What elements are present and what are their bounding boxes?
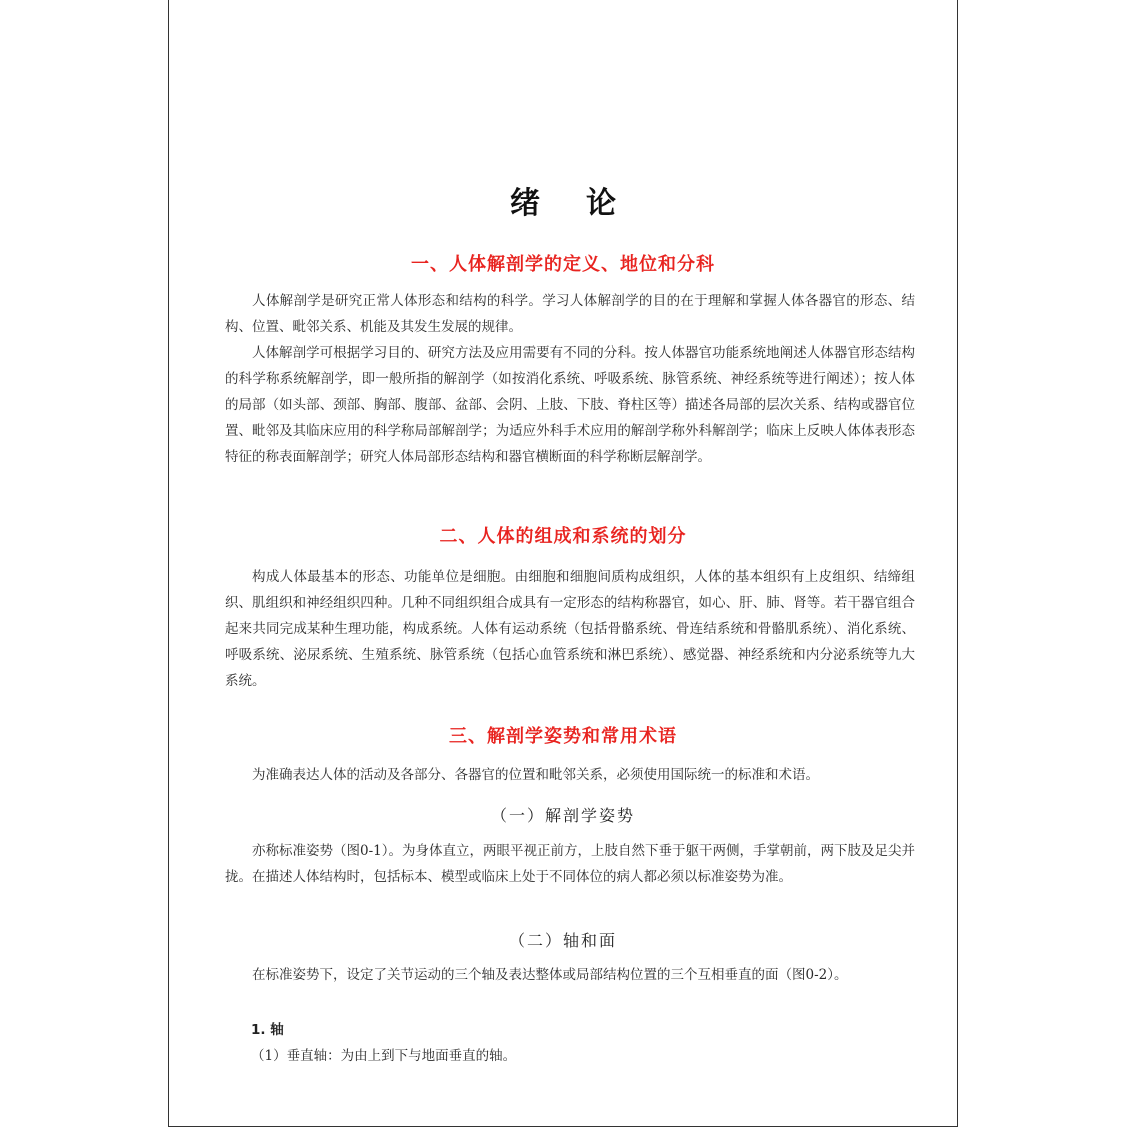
paragraph-terminology-intro: 为准确表达人体的活动及各部分、各器官的位置和毗邻关系，必须使用国际统一的标准和术语。 <box>252 767 819 783</box>
book-page <box>168 0 958 1127</box>
paragraph-subdisciplines: 人体解剖学可根据学习目的、研究方法及应用需要有不同的分科。按人体器官功能系统地阐述人体器官形态结构的科学称系统解剖学，即一般所指的解剖学（如按消化系统、呼吸系统、脉管系统、神经系统等进行阐述）；按人体的局部（如头部、颈部、胸部、腹部、盆部、会阴、上肢、下肢、脊柱区等）描述各局部的层次关系、结构或器官位置、毗邻及其临床应用的科学称局部解剖学；为适应外科手术应用的解剖学称外科解剖学；临床上反映人体体表形态特征的称表面解剖学；研究人体局部形态结构和器官横断面的科学称断层解剖学。 <box>225 345 915 465</box>
paragraph-composition: 构成人体最基本的形态、功能单位是细胞。由细胞和细胞间质构成组织，人体的基本组织有上皮组织、结缔组织、肌组织和神经组织四种。几种不同组织组合成具有一定形态的结构称器官，如心、肝、肺、肾等。若干器官组合起来共同完成某种生理功能，构成系统。人体有运动系统（包括骨骼系统、骨连结系统和骨骼肌系统）、消化系统、呼吸系统、泌尿系统、生殖系统、脉管系统（包括心血管系统和淋巴系统）、感觉器、神经系统和内分泌系统等九大系统。 <box>225 569 915 689</box>
section-heading-composition: 二、人体的组成和系统的划分 <box>439 526 687 547</box>
subheading-anatomical-position: （一）解剖学姿势 <box>490 806 635 825</box>
paragraph-anatomical-position: 亦称标准姿势（图0-1）。为身体直立，两眼平视正前方，上肢自然下垂于躯干两侧，手掌朝前，两下肢及足尖并拢。在描述人体结构时，包括标本、模型或临床上处于不同体位的病人都必须以标准姿势为准。 <box>225 843 915 885</box>
paragraph-definition: 人体解剖学是研究正常人体形态和结构的科学。学习人体解剖学的目的在于理解和掌握人体各器官的形态、结构、位置、毗邻关系、机能及其发生发展的规律。 <box>225 293 915 335</box>
subheading-axes-planes: （二）轴和面 <box>508 931 617 950</box>
paragraph-axes-planes: 在标准姿势下，设定了关节运动的三个轴及表达整体或局部结构位置的三个互相垂直的面（图0-2）。 <box>252 967 848 983</box>
section-heading-terminology: 三、解剖学姿势和常用术语 <box>449 726 677 747</box>
section-heading-definition: 一、人体解剖学的定义、地位和分科 <box>411 254 715 275</box>
item-heading-axis: 1. 轴 <box>251 1022 284 1038</box>
item-vertical-axis: （1）垂直轴：为由上到下与地面垂直的轴。 <box>251 1048 517 1064</box>
chapter-title: 绪论 <box>510 186 662 221</box>
